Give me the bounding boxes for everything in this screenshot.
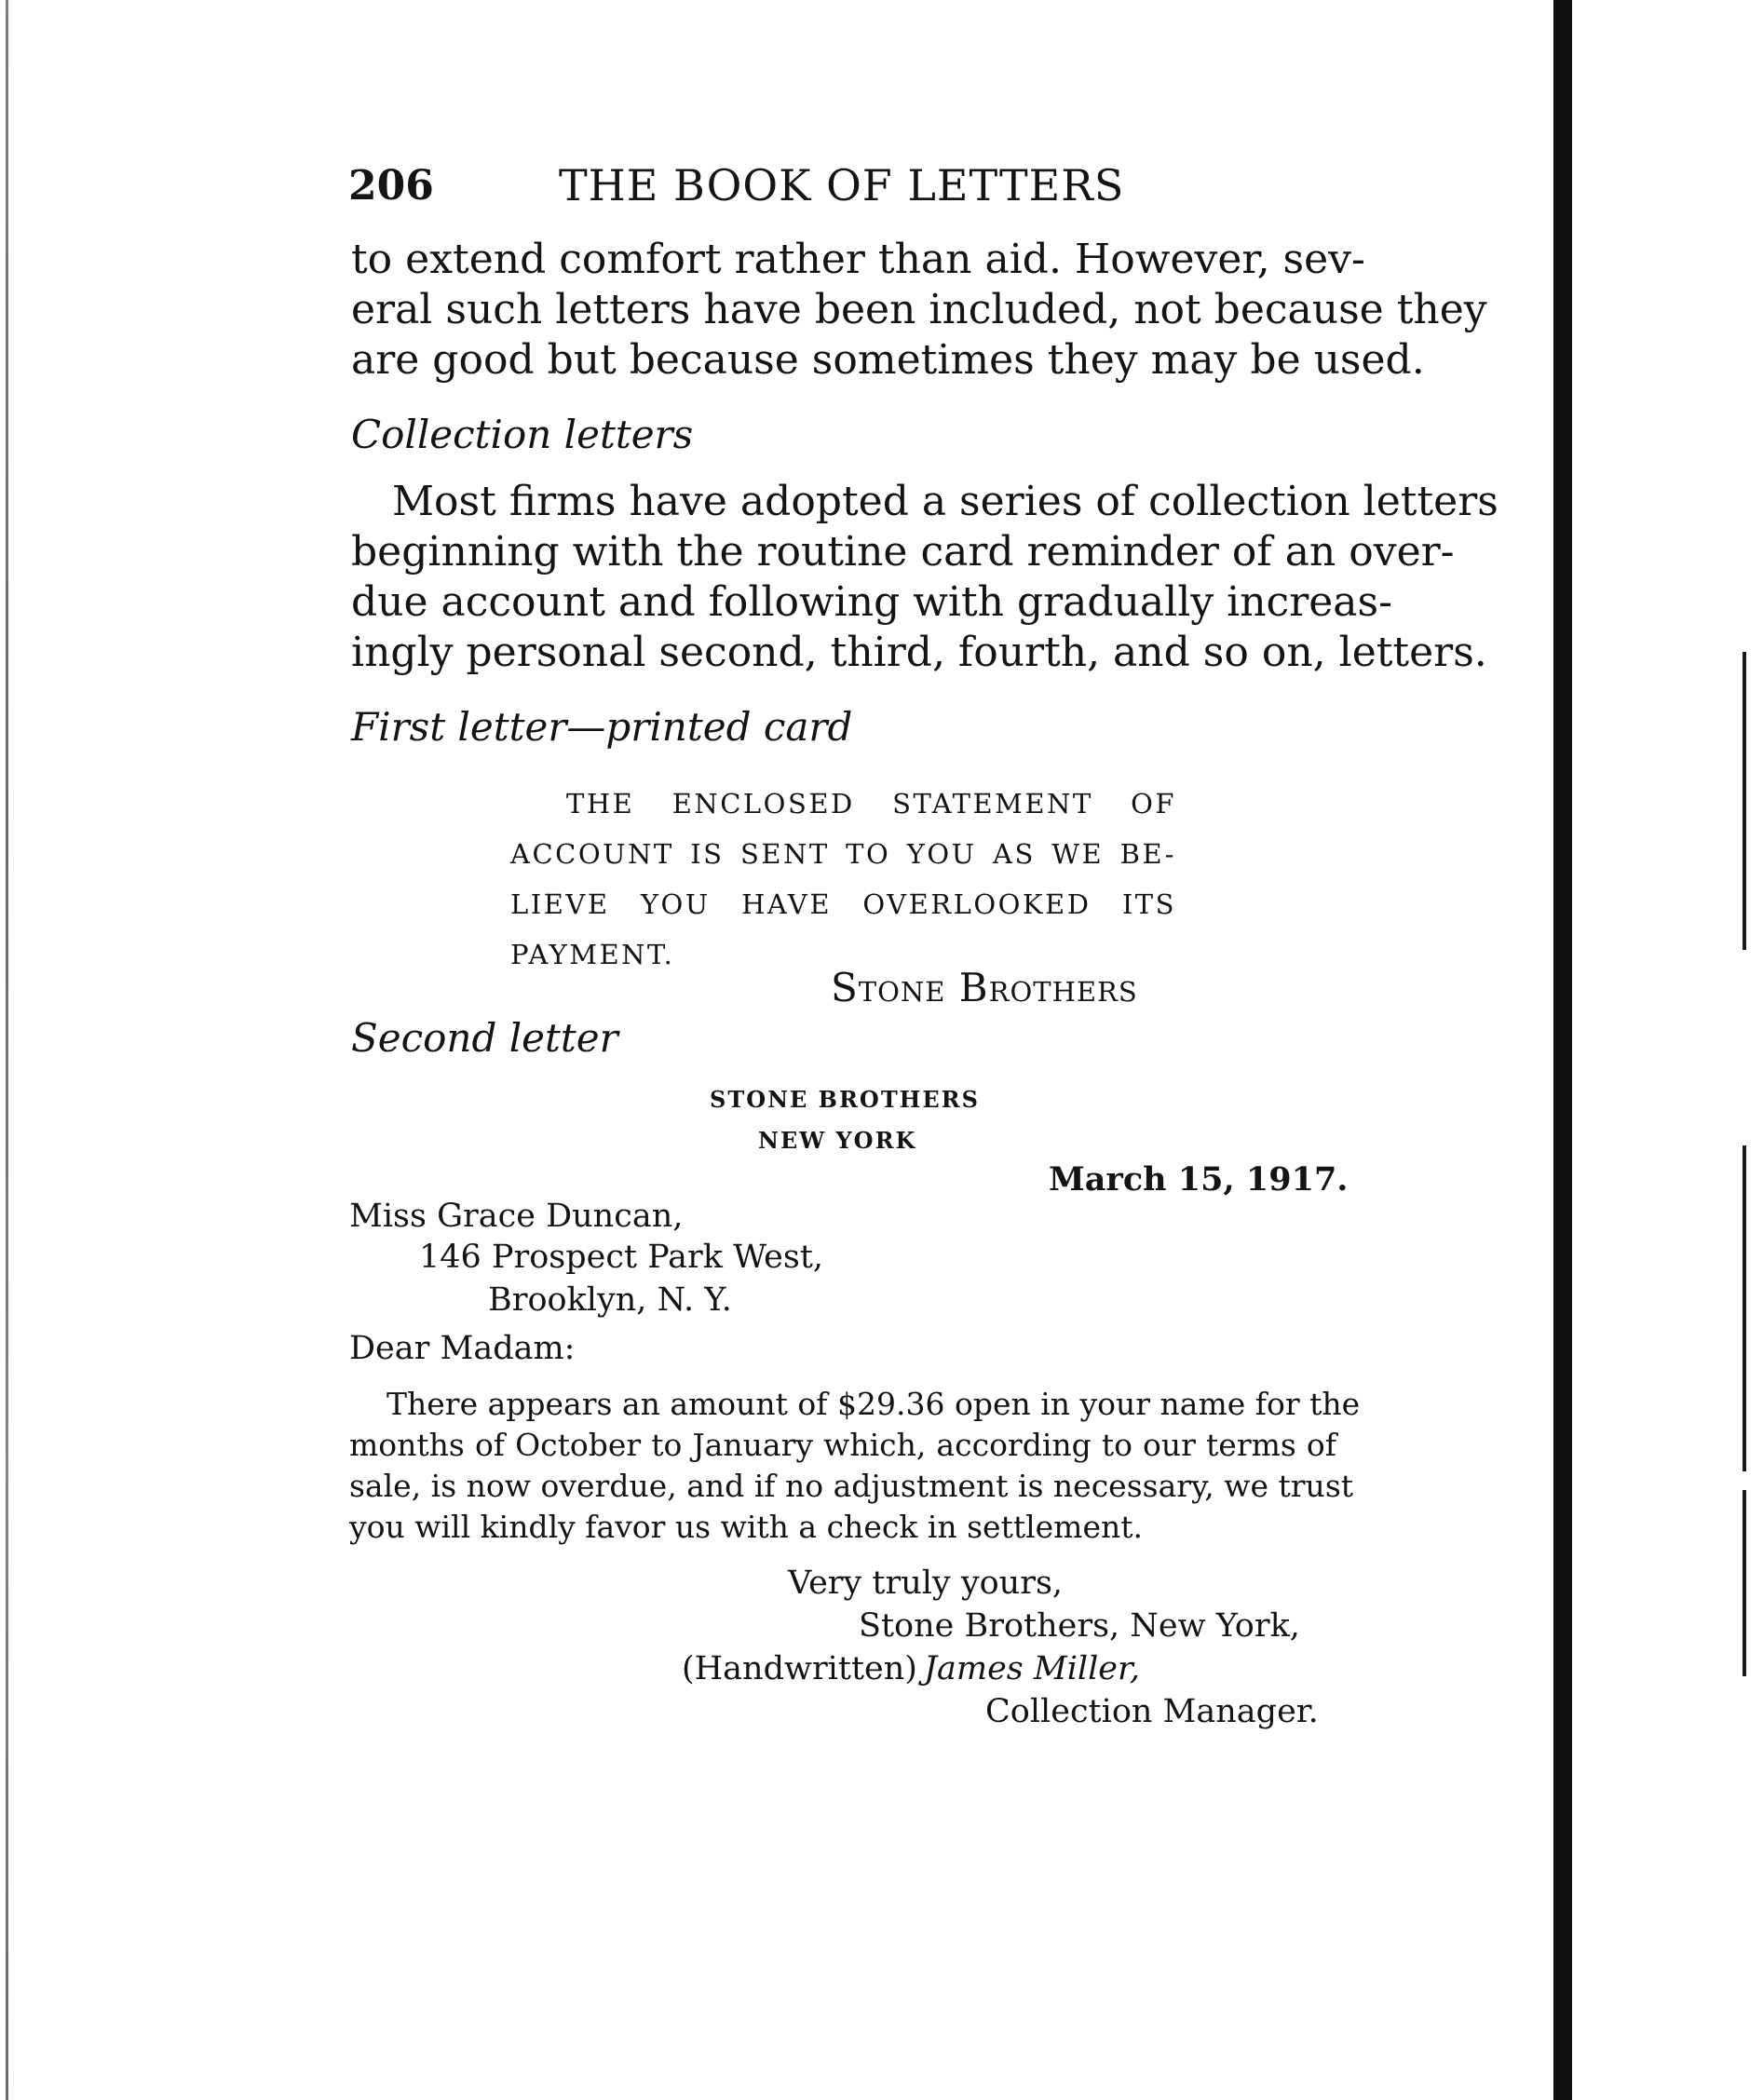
text-line: due account and following with gradually increas-	[351, 578, 1392, 626]
text-line: eral such letters have been included, not because they	[351, 286, 1487, 333]
second-letter-heading: Second letter	[351, 1015, 618, 1061]
section-heading: Collection letters	[351, 412, 694, 457]
letter-date: March 15, 1917.	[1049, 1160, 1349, 1199]
page-number: 206	[348, 162, 434, 210]
signature-name: James Miller,	[924, 1650, 1141, 1687]
card-line: ACCOUNT IS SENT TO YOU AS WE BE-	[510, 838, 1176, 870]
text-line: beginning with the routine card reminder of an over-	[351, 528, 1455, 576]
card-line: THE ENCLOSED STATEMENT OF	[566, 788, 1176, 820]
text-line: ingly personal second, third, fourth, and so on, letters.	[351, 629, 1487, 676]
running-title: THE BOOK OF LETTERS	[559, 160, 1125, 210]
signature-title: Collection Manager.	[985, 1693, 1319, 1730]
card-signature: Stone Brothers	[831, 965, 1138, 1010]
letterhead-name: STONE BROTHERS	[710, 1086, 980, 1113]
letterhead-city: NEW YORK	[758, 1127, 917, 1154]
text-line: months of October to January which, according to our terms of	[349, 1427, 1336, 1463]
text-line: Most firms have adopted a series of collection letters	[392, 478, 1499, 525]
text-line: are good but because sometimes they may be used.	[351, 336, 1425, 384]
first-letter-heading: First letter—printed card	[351, 704, 853, 750]
address-line: 146 Prospect Park West,	[419, 1239, 824, 1276]
address-line: Miss Grace Duncan,	[349, 1198, 684, 1235]
card-line: PAYMENT.	[510, 939, 675, 970]
address-line: Brooklyn, N. Y.	[488, 1281, 732, 1319]
salutation: Dear Madam:	[349, 1330, 576, 1367]
text-line: There appears an amount of $29.36 open in your name for the	[387, 1386, 1361, 1422]
card-line: LIEVE YOU HAVE OVERLOOKED ITS	[510, 888, 1176, 920]
collection-paragraph	[351, 477, 1499, 678]
intro-paragraph	[351, 235, 1487, 386]
text-line: sale, is now overdue, and if no adjustment is necessary, we trust	[349, 1468, 1354, 1504]
closing: Very truly yours,	[788, 1565, 1064, 1602]
printed-card	[510, 779, 1176, 980]
text-line: to extend comfort rather than aid. However, sev-	[351, 236, 1365, 283]
signature-note: (Handwritten)	[682, 1650, 917, 1687]
text-line: you will kindly favor us with a check in settlement.	[349, 1509, 1144, 1545]
letter-body	[349, 1384, 1361, 1548]
closing-company: Stone Brothers, New York,	[859, 1607, 1300, 1645]
